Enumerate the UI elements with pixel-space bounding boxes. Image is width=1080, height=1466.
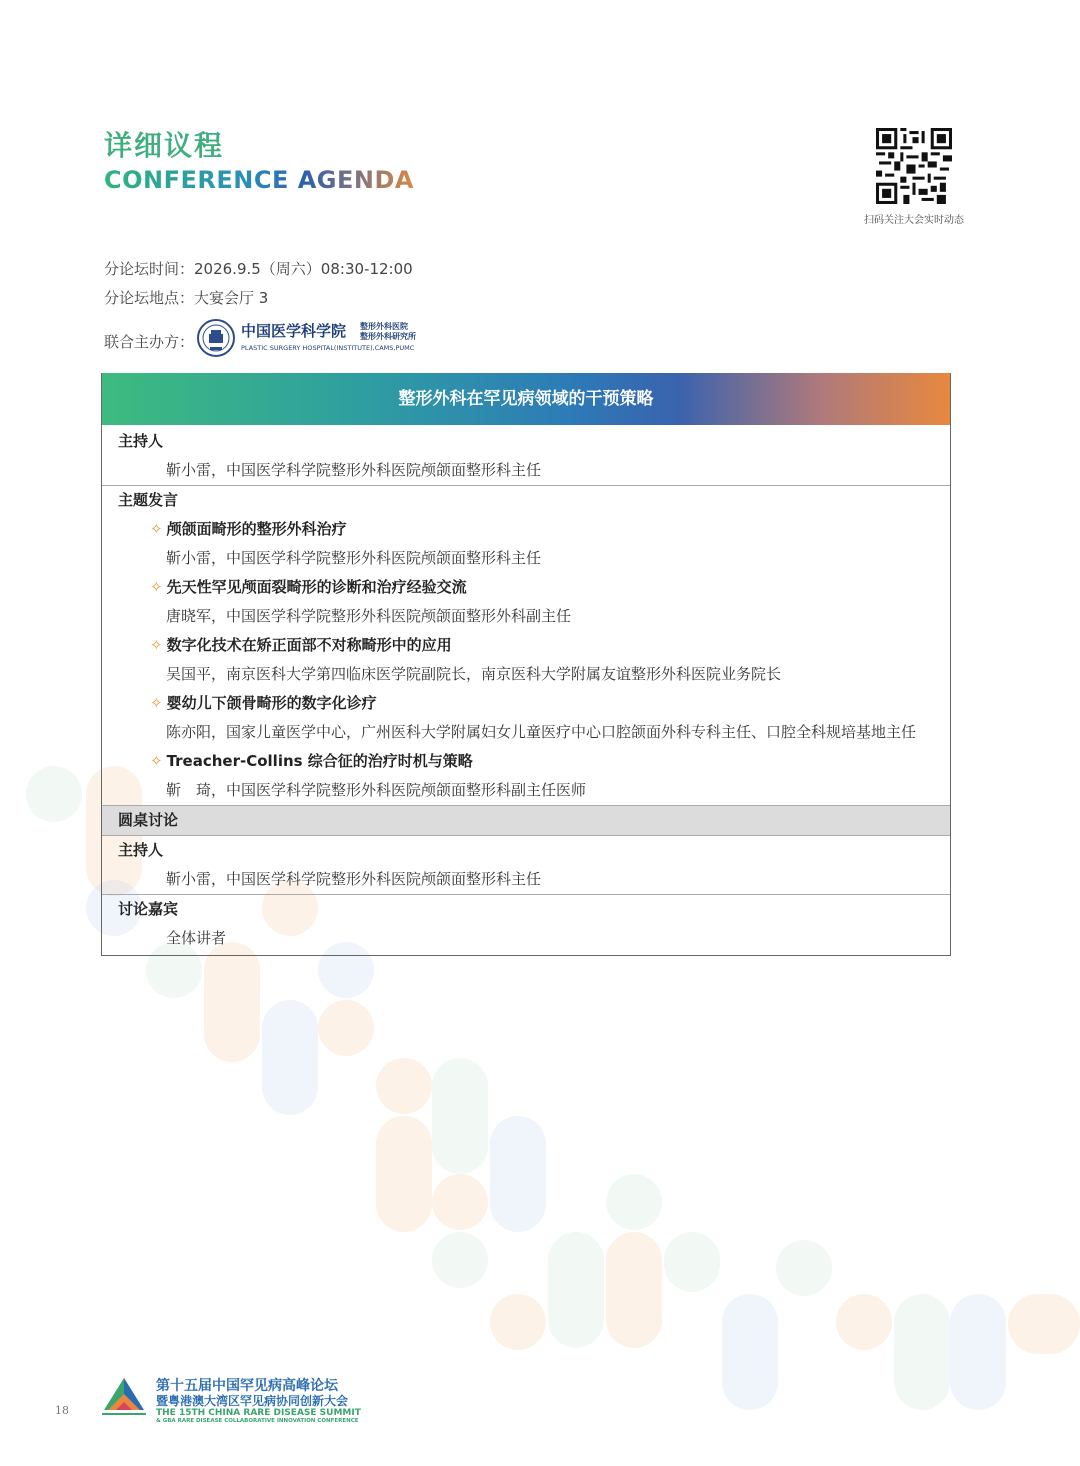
qr-caption: 扫码关注大会实时动态 — [864, 215, 964, 226]
star-icon: ✧ — [150, 636, 163, 654]
guests-text: 全体讲者 — [166, 929, 227, 947]
footer-summit-text — [156, 1378, 361, 1425]
page-title-en: CONFERENCE AGENDA — [104, 166, 414, 194]
keynote-label: 主题发言 — [118, 491, 179, 509]
footer-subtitle-en: & GBA RARE DISEASE COLLABORATIVE INNOVATION CONFERENCE — [156, 1418, 359, 1424]
cohost-label: 联合主办方： — [104, 333, 195, 351]
topic-title: ✧ 先天性罕见颅面裂畸形的诊断和治疗经验交流 — [150, 578, 467, 596]
star-icon: ✧ — [150, 694, 163, 712]
cohost-name-sub1: 整形外科医院 — [360, 322, 408, 331]
page-title-cn: 详细议程 — [104, 129, 225, 162]
footer-title-en: THE 15TH CHINA RARE DISEASE SUMMIT — [156, 1408, 361, 1418]
roundtable-label: 圆桌讨论 — [118, 811, 179, 829]
topic-title: ✧ 颅颌面畸形的整形外科治疗 — [150, 520, 347, 538]
topic-speaker: 靳 琦，中国医学科学院整形外科医院颅颌面整形科副主任医师 — [166, 781, 587, 799]
topic-speaker: 靳小雷，中国医学科学院整形外科医院颅颌面整形科主任 — [166, 549, 542, 567]
agenda-title: 整形外科在罕见病领域的干预策略 — [102, 373, 950, 425]
topic-title: ✧ 数字化技术在矫正面部不对称畸形中的应用 — [150, 636, 452, 654]
cohost-name-en: PLASTIC SURGERY HOSPITAL(INSTITUTE),CAMS,PUMC — [241, 344, 415, 352]
cohost-logo — [196, 318, 436, 360]
star-icon: ✧ — [150, 520, 163, 538]
footer-title-cn: 第十五届中国罕见病高峰论坛 — [156, 1378, 338, 1394]
topic-title: ✧ Treacher-Collins 综合征的治疗时机与策略 — [150, 752, 473, 770]
cohost-name-sub2: 整形外科研究所 — [360, 332, 416, 341]
roundtable-band — [102, 805, 950, 836]
agenda-table — [101, 373, 951, 956]
footer-subtitle-cn: 暨粤港澳大湾区罕见病协同创新大会 — [156, 1394, 349, 1408]
guests-label: 讨论嘉宾 — [118, 900, 179, 918]
topic-speaker: 唐晓军，中国医学科学院整形外科医院颅颌面整形外科副主任 — [166, 607, 572, 625]
star-icon: ✧ — [150, 752, 163, 770]
round-host-label: 主持人 — [118, 841, 164, 859]
star-icon: ✧ — [150, 578, 163, 596]
page-number: 18 — [55, 1404, 69, 1417]
topic-speaker: 吴国平，南京医科大学第四临床医学院副院长，南京医科大学附属友谊整形外科医院业务院长 — [166, 665, 782, 683]
hospital-emblem-icon — [196, 318, 236, 358]
forum-time: 分论坛时间：2026.9.5（周六）08:30-12:00 — [104, 260, 413, 278]
topic-title: ✧ 婴幼儿下颌骨畸形的数字化诊疗 — [150, 694, 377, 712]
cohost-name-cn: 中国医学科学院 — [241, 322, 347, 340]
host-label: 主持人 — [118, 432, 164, 450]
round-host-person: 靳小雷，中国医学科学院整形外科医院颅颌面整形科主任 — [166, 870, 542, 888]
summit-logo-icon — [100, 1376, 148, 1420]
topic-speaker: 陈亦阳，国家儿童医学中心，广州医科大学附属妇女儿童医疗中心口腔颌面外科专科主任、口腔全科规培基地主任 — [166, 723, 917, 741]
forum-place: 分论坛地点：大宴会厅 3 — [104, 289, 269, 307]
qr-code-icon[interactable] — [876, 128, 952, 204]
host-person: 靳小雷，中国医学科学院整形外科医院颅颌面整形科主任 — [166, 461, 542, 479]
